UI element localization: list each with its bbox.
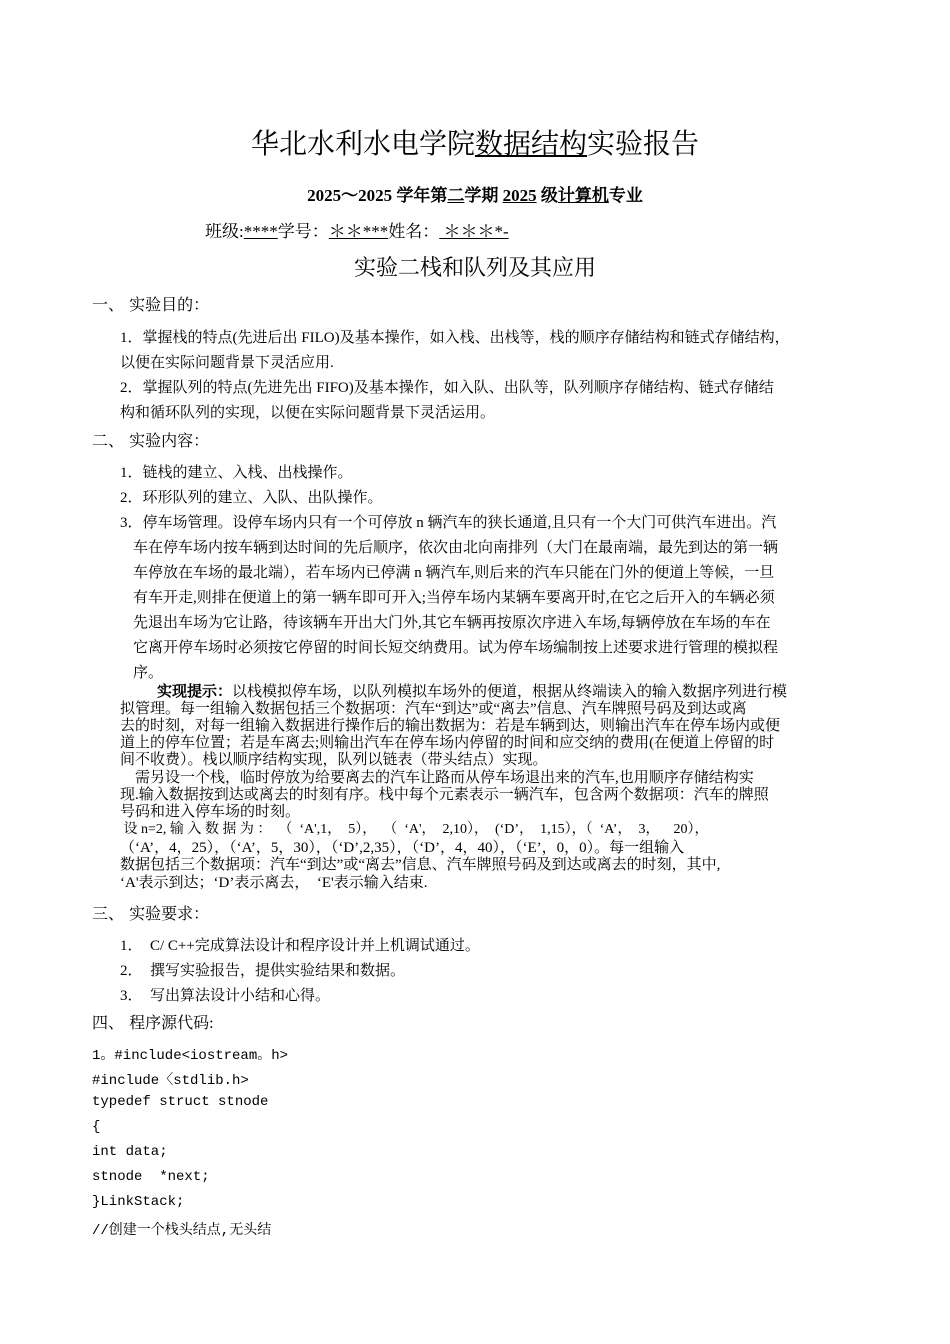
hint-text: 以栈模拟停车场，以队列模拟车场外的便道，根据从终端读入的输入数据序列进行模	[232, 684, 788, 700]
term-grade-label: 级	[536, 186, 558, 205]
content-line: 车在停车场内按车辆到达时间的先后顺序，依次由北向南排列（大门在最南端，最先到达的第一辆	[133, 540, 779, 556]
class-value: ****	[243, 222, 278, 241]
hint-line: 去的时刻，对每一组输入数据进行操作后的输出数据为：若是车辆到达，则输出汽车在停车场内或便	[120, 718, 781, 734]
student-info	[205, 217, 509, 242]
code-line: //创建一个栈头结点,无头结	[92, 1223, 272, 1239]
code-line: 1。#include<iostream。h>	[92, 1048, 289, 1064]
content-line: 它离开停车场时必须按它停留的时间长短交纳费用。试为停车场编制按上述要求进行管理的模拟程	[133, 640, 779, 656]
hint-first-line	[157, 684, 787, 700]
source-code-heading-text: 四、 程序源代码	[92, 1013, 210, 1032]
section-heading-requirements: 三、 实验要求：	[92, 904, 210, 923]
hint-line: 需另设一个栈，临时停放为给要离去的汽车让路而从停车场退出来的汽车,也用顺序存储结构实	[120, 770, 754, 786]
section-heading-goals: 一、 实验目的：	[92, 295, 210, 314]
experiment-title: 实验二栈和队列及其应用	[353, 256, 596, 281]
hint-line: 现.输入数据按到达或离去的时刻有序。栈中每个元素表示一辆汽车，包含两个数据项：汽车的牌照	[120, 787, 769, 803]
term-line	[0, 181, 950, 206]
name-label: 姓名：	[388, 222, 440, 241]
title-course: 数据结构	[474, 127, 587, 160]
hint-line: （‘A’，4，25），（‘A’，5，30），（‘D’,2,35），（‘D’，4，40），（‘E’，0，0）。每一组输入	[120, 840, 685, 856]
section-heading-source-code	[92, 1010, 214, 1033]
hint-line: 设 n=2, 输 入 数 据 为 ： （ ‘A',1， 5）， （ ‘A'， 2,10）， (‘D’， 1,15），（ ‘A’， 3， 20），	[120, 822, 709, 837]
requirement-line: 2． 撰写实验报告，提供实验结果和数据。	[120, 963, 406, 979]
name-value: ＊＊＊*-	[439, 222, 509, 241]
term-major-label: 专业	[608, 186, 643, 205]
title-suffix: 实验报告	[587, 127, 700, 160]
content-line: 1．链栈的建立、入栈、出栈操作。	[120, 465, 353, 481]
goal-line: 2．掌握队列的特点(先进先出 FIFO)及基本操作，如入队、出队等，队列顺序存储结构、链式存储结	[120, 380, 774, 396]
content-line: 3．停车场管理。设停车场内只有一个可停放 n 辆汽车的狭长通道,且只有一个大门可供汽车进出。汽	[120, 515, 777, 531]
term-grade-year: 2025	[502, 186, 537, 205]
content-line: 有车开走,则排在便道上的第一辆车即可开入;当停车场内某辆车要离开时,在它之后开入的车辆必须	[133, 590, 775, 606]
hint-line: 间不收费）。栈以顺序结构实现，队列以链表（带头结点）实现。	[120, 752, 548, 768]
goal-line: 构和循环队列的实现，以便在实际问题背景下灵活运用。	[120, 405, 496, 421]
content-line: 先退出车场为它让路，待该辆车开出大门外,其它车辆再按原次序进入车场,每辆停放在车场的车在	[133, 615, 771, 631]
report-title	[0, 122, 950, 162]
source-code-heading-colon: :	[209, 1015, 214, 1032]
hint-line: 拟管理。每一组输入数据包括三个数据项：汽车“到达”或“离去”信息、汽车牌照号码及到达或离	[120, 701, 747, 717]
term-semester: 二	[447, 186, 465, 205]
goal-line: 1．掌握栈的特点(先进后出 FILO)及基本操作，如入栈、出栈等，栈的顺序存储结构和链式存储结构，	[120, 330, 790, 346]
requirement-line: 3． 写出算法设计小结和心得。	[120, 988, 331, 1004]
student-id-label: 学号：	[277, 222, 329, 241]
requirement-line: 1． C/ C++完成算法设计和程序设计并上机调试通过。	[120, 938, 480, 954]
code-line: stnode *next;	[92, 1169, 210, 1185]
class-label: 班级:	[205, 222, 244, 241]
content-line: 2．环形队列的建立、入队、出队操作。	[120, 490, 383, 506]
code-line: int data;	[92, 1144, 168, 1160]
student-id-value: ＊＊***	[328, 222, 389, 241]
title-school: 华北水利水电学院	[250, 127, 475, 160]
content-line: 序。	[133, 665, 164, 681]
hint-label: 实现提示：	[157, 684, 233, 700]
goal-line: 以便在实际问题背景下灵活应用.	[120, 355, 334, 371]
hint-line: ‘A'表示到达；‘D’表示离去， ‘E'表示输入结束.	[120, 875, 428, 891]
section-heading-contents: 二、 实验内容：	[92, 431, 210, 450]
code-line: }LinkStack;	[92, 1194, 185, 1210]
term-major: 计算机	[557, 186, 609, 205]
code-line: typedef struct stnode	[92, 1094, 269, 1110]
hint-line: 道上的停车位置；若是车离去;则输出汽车在停车场内停留的时间和应交纳的费用(在便道上停留的时	[120, 735, 775, 751]
term-years: 2025～2025 学年第	[307, 186, 448, 205]
code-line: #include〈stdlib.h>	[92, 1073, 249, 1089]
hint-line: 数据包括三个数据项：汽车“到达”或“离去”信息、汽车牌照号码及到达或离去的时刻，其中,	[120, 857, 721, 873]
content-line: 车停放在车场的最北端），若车场内已停满 n 辆汽车,则后来的汽车只能在门外的便道上等候，一旦	[133, 565, 775, 581]
code-line: {	[92, 1119, 101, 1135]
term-semester-label: 学期	[464, 186, 503, 205]
hint-line: 号码和进入停车场的时刻。	[120, 804, 301, 820]
